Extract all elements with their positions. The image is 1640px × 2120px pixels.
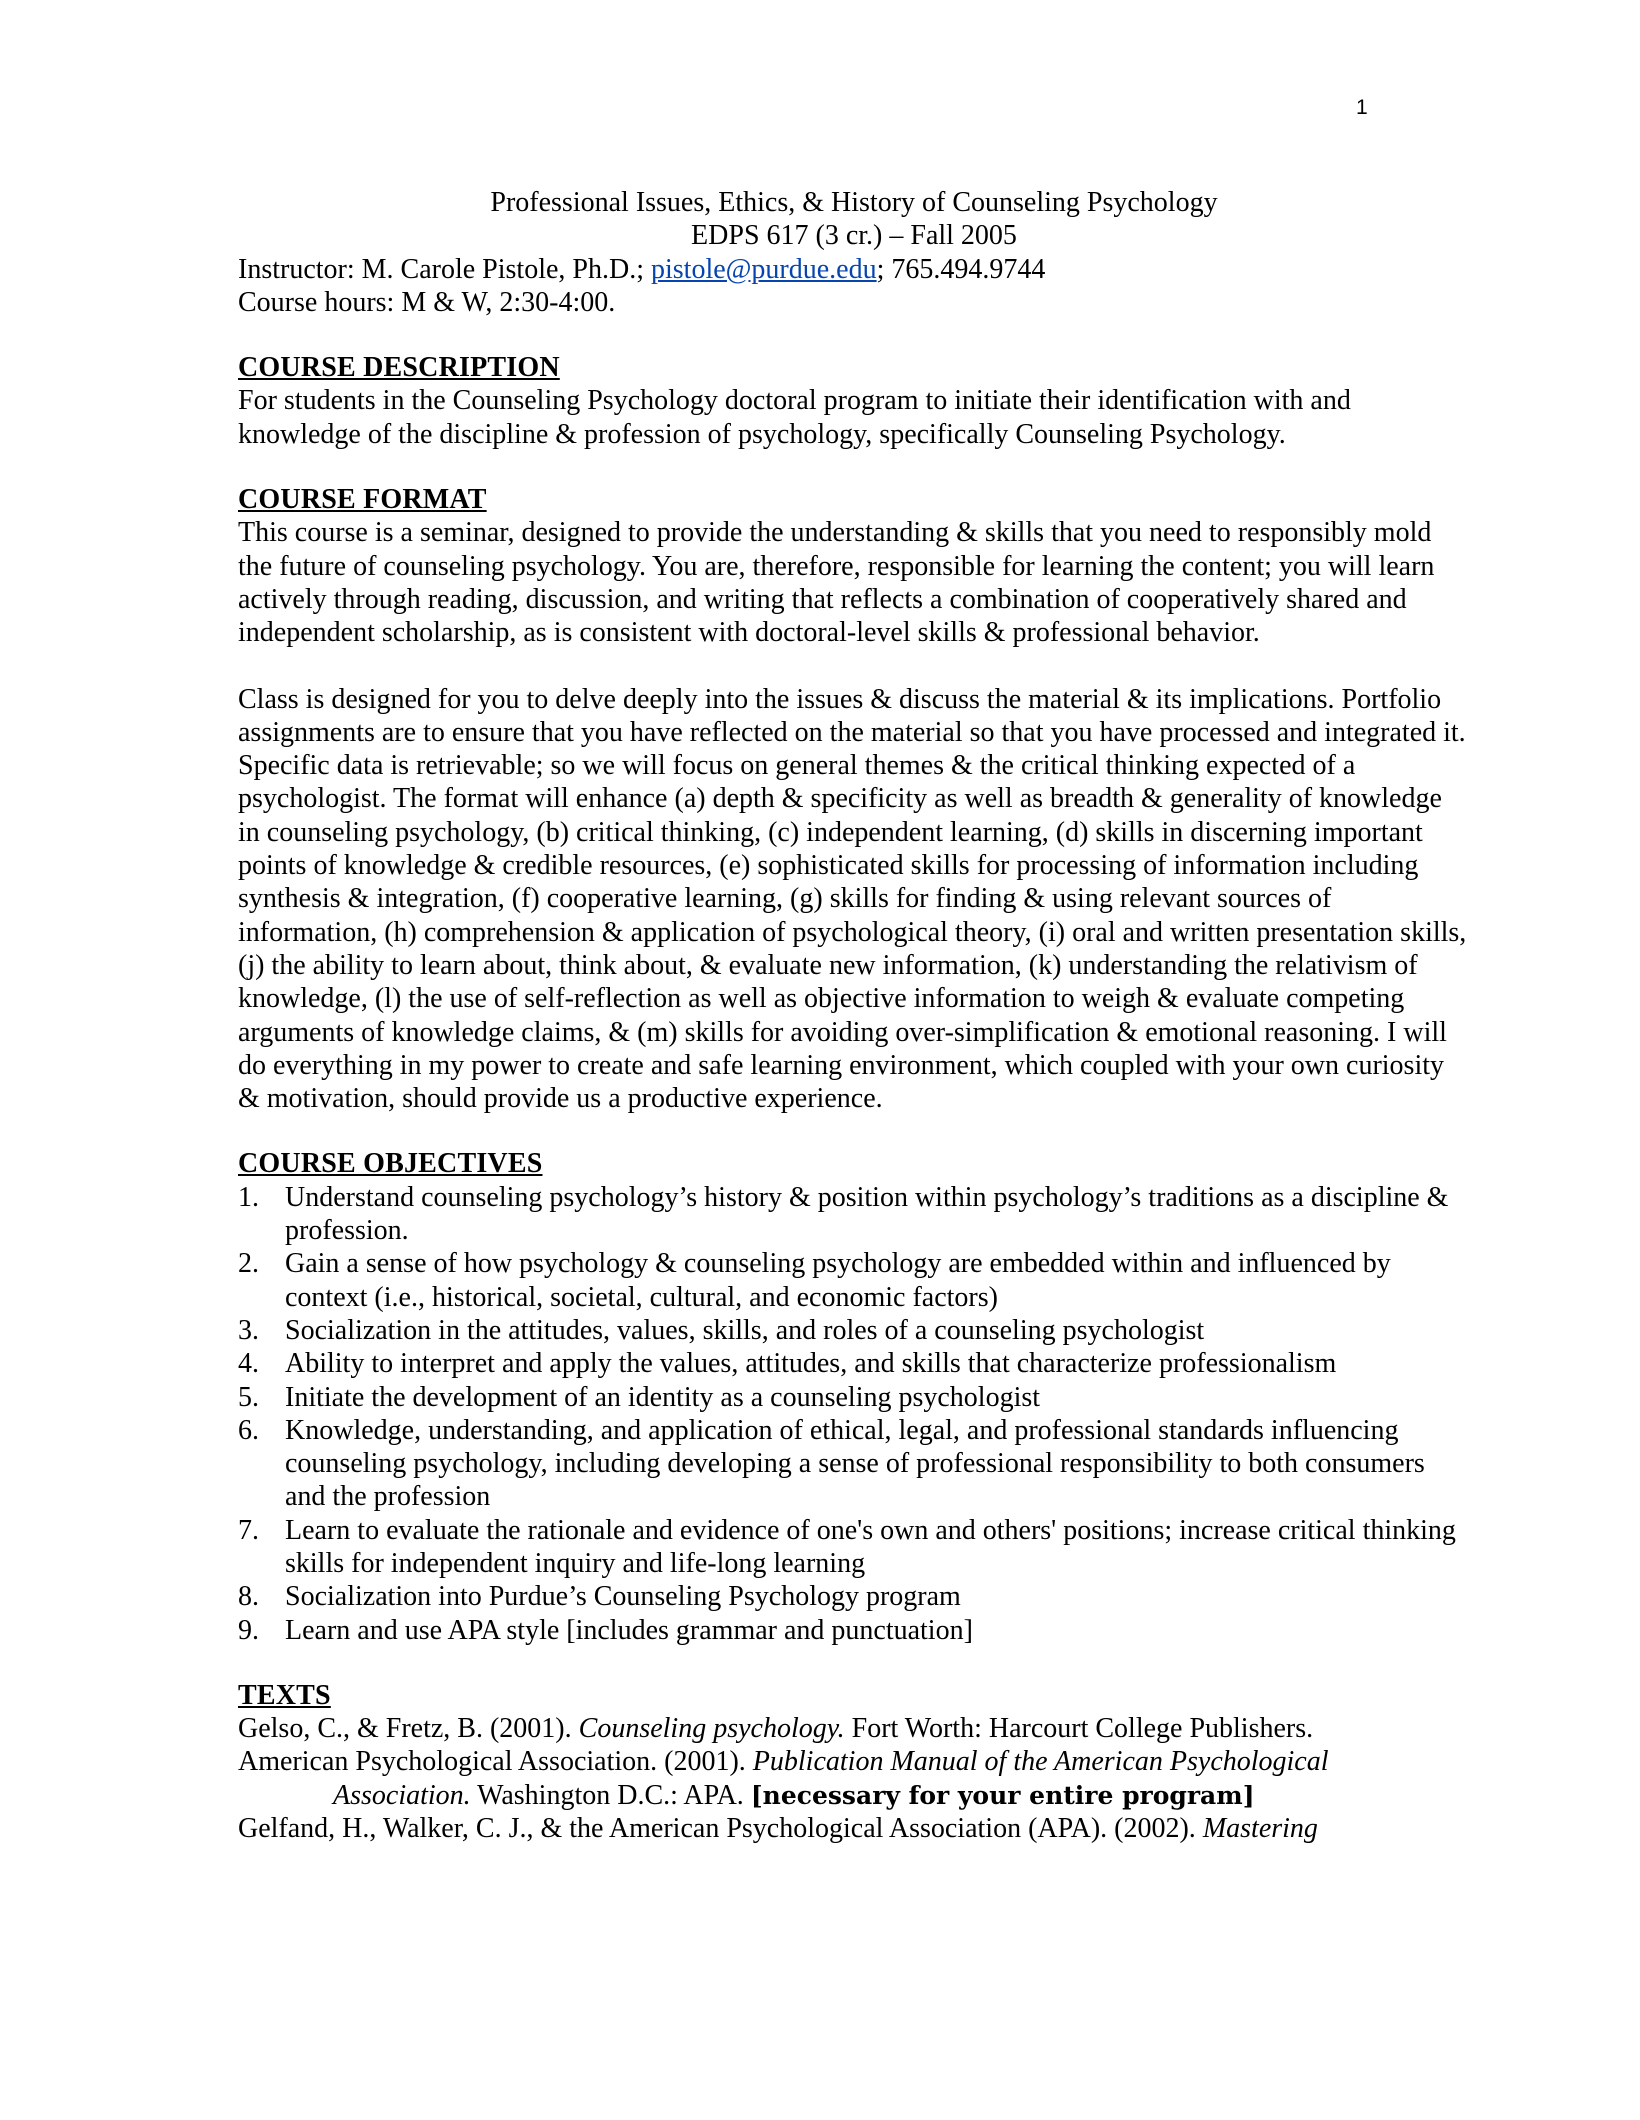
- list-item: [238, 1514, 1470, 1581]
- reference-gelfand: [238, 1812, 1470, 1845]
- list-item: [238, 1347, 1470, 1380]
- texts-heading: TEXTS: [238, 1679, 331, 1711]
- reference-gelso: [238, 1712, 1470, 1745]
- item-number: 1.: [238, 1181, 259, 1213]
- item-number: 8.: [238, 1581, 259, 1613]
- course-description-text: For students in the Counseling Psychology doctoral program to initiate their identification with and knowledge of the discipline & profession of psychology, specifically Counseling Psychology.: [238, 385, 1351, 450]
- reference-authors: Gelso, C., & Fretz, B. (2001).: [238, 1713, 579, 1745]
- list-item: [238, 1414, 1470, 1514]
- item-number: 2.: [238, 1248, 259, 1280]
- reference-title: Counseling psychology.: [578, 1713, 845, 1745]
- item-number: 9.: [238, 1614, 259, 1646]
- instructor-phone: ; 765.494.9744: [876, 253, 1046, 285]
- course-title: Professional Issues, Ethics, & History of Counseling Psychology: [490, 187, 1218, 218]
- course-hours: Course hours: M & W, 2:30-4:00.: [238, 286, 616, 318]
- reference-authors: Gelfand, H., Walker, C. J., & the American Psychological Association (APA). (2002).: [238, 1813, 1203, 1845]
- reference-publisher: Fort Worth: Harcourt College Publishers.: [844, 1713, 1314, 1745]
- item-number: 6.: [238, 1414, 259, 1446]
- course-objectives-heading: COURSE OBJECTIVES: [238, 1148, 543, 1180]
- item-text: Learn and use APA style [includes grammar and punctuation]: [285, 1614, 973, 1646]
- syllabus-page: [238, 186, 1470, 1845]
- item-text: Ability to interpret and apply the values, attitudes, and skills that characterize professionalism: [285, 1348, 1337, 1380]
- reference-apa-manual: [238, 1745, 1470, 1812]
- item-text: Socialization in the attitudes, values, skills, and roles of a counseling psychologist: [285, 1314, 1205, 1346]
- course-format-heading: COURSE FORMAT: [238, 484, 487, 516]
- list-item: [238, 1314, 1470, 1347]
- item-text: Gain a sense of how psychology & counseling psychology are embedded within and influenced by context (i.e., historical, societal, cultural, and economic factors): [285, 1248, 1391, 1313]
- item-text: Initiate the development of an identity as a counseling psychologist: [285, 1381, 1041, 1413]
- reference-title: Publication Manual of the American Psychological Association.: [333, 1746, 1329, 1811]
- list-item: [238, 1181, 1470, 1248]
- objectives-list: [238, 1181, 1470, 1647]
- list-item: [238, 1247, 1470, 1314]
- course-description-heading: COURSE DESCRIPTION: [238, 352, 560, 384]
- item-text: Learn to evaluate the rationale and evidence of one's own and others' positions; increase critical thinking skills for independent inquiry and life-long learning: [285, 1514, 1456, 1579]
- item-number: 7.: [238, 1514, 259, 1546]
- course-format-paragraph-2: Class is designed for you to delve deeply into the issues & discuss the material & its implications. Portfolio assignments are to ensure that you have reflected on the material so that you have processed and integrated it. Specific data is retrievable; so we will focus on general themes & the critical thinking expected of a psychologist. The format will enhance (a) depth & specificity as well as breadth & generality of knowledge in counseling psychology, (b) critical thinking, (c) independent learning, (d) skills in discerning important points of knowledge & credible resources, (e) sophisticated skills for processing of information including synthesis & integration, (f) cooperative learning, (g) skills for finding & using relevant sources of information, (h) comprehension & application of psychological theory, (i) oral and written presentation skills, (j) the ability to learn about, think about, & evaluate new information, (k) understanding the relativism of knowledge, (l) the use of self-reflection as well as objective information to weigh & evaluate competing arguments of knowledge claims, & (m) skills for avoiding over-simplification & emotional reasoning. I will do everything in my power to create and safe learning environment, which coupled with your own curiosity & motivation, should provide us a productive experience.: [238, 683, 1467, 1115]
- instructor-line: [238, 253, 1470, 286]
- item-text: Socialization into Purdue’s Counseling Psychology program: [285, 1581, 961, 1613]
- list-item: [238, 1614, 1470, 1647]
- list-item: [238, 1580, 1470, 1613]
- item-text: Understand counseling psychology’s history & position within psychology’s traditions as a discipline & profession.: [285, 1181, 1449, 1247]
- course-code: EDPS 617 (3 cr.) – Fall 2005: [691, 220, 1017, 252]
- reference-publisher: Washington D.C.: APA.: [470, 1779, 751, 1811]
- list-item: [238, 1381, 1470, 1414]
- item-number: 5.: [238, 1381, 259, 1413]
- page-number: 1: [1356, 96, 1368, 119]
- reference-title: Mastering: [1202, 1813, 1318, 1845]
- course-format-paragraph-1: This course is a seminar, designed to provide the understanding & skills that you need to responsibly mold the future of counseling psychology. You are, therefore, responsible for learning the content; you will learn actively through reading, discussion, and writing that reflects a combination of cooperatively shared and independent scholarship, as is consistent with doctoral-level skills & professional behavior.: [238, 517, 1435, 649]
- instructor-name: Instructor: M. Carole Pistole, Ph.D.;: [238, 253, 651, 285]
- reference-authors: American Psychological Association. (2001).: [238, 1746, 753, 1778]
- item-text: Knowledge, understanding, and application of ethical, legal, and professional standards influencing counseling psychology, including developing a sense of professional responsibility to both consumers and the profession: [285, 1414, 1425, 1513]
- instructor-email-link[interactable]: pistole@purdue.edu: [650, 253, 877, 285]
- item-number: 4.: [238, 1348, 259, 1380]
- item-number: 3.: [238, 1314, 259, 1346]
- reference-note: [necessary for your entire program]: [750, 1780, 1255, 1810]
